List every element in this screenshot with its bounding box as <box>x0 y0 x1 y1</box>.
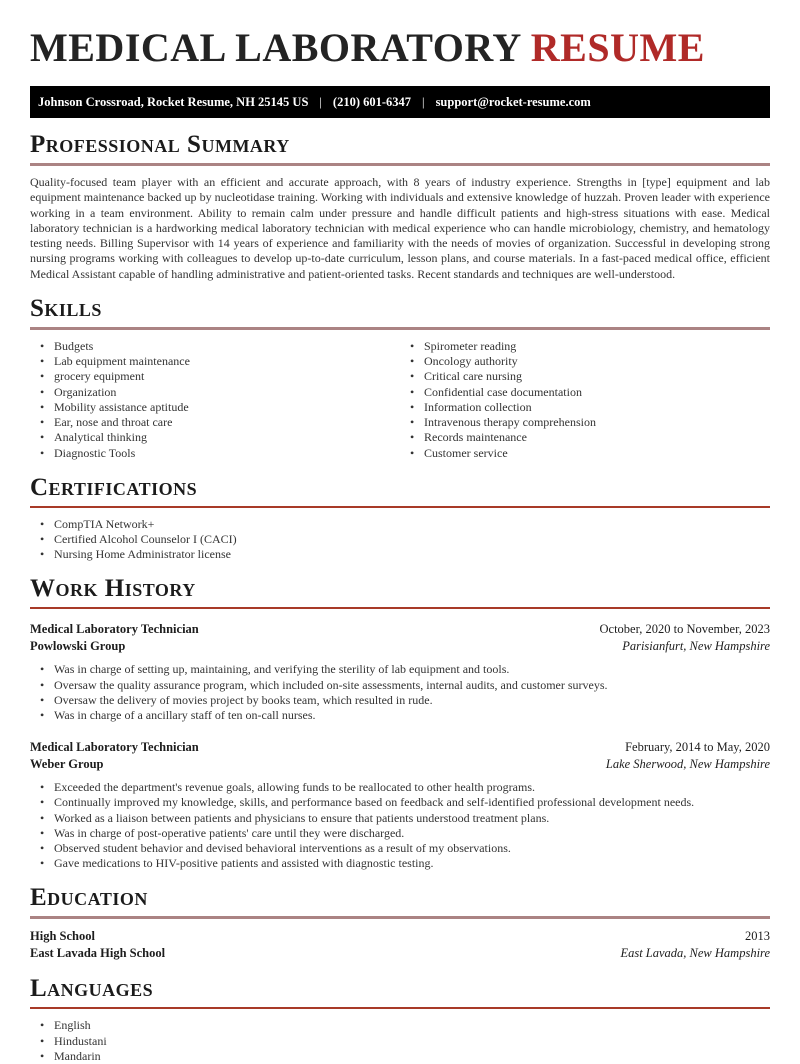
job-location: Parisianfurt, New Hampshire <box>622 639 770 654</box>
job-title-row <box>30 739 770 756</box>
page-title <box>30 26 770 70</box>
job-entry <box>30 621 770 723</box>
skills-column-left <box>30 339 400 461</box>
job-bullet-item: • Was in charge of setting up, maintaining, and verifying the sterility of lab equipment and tools. <box>30 662 770 677</box>
job-company-row <box>30 638 770 655</box>
job-bullet-item: • Was in charge of post-operative patients' care until they were discharged. <box>30 826 770 841</box>
job-bullet-item: • Was in charge of a ancillary staff of ten on-call nurses. <box>30 708 770 723</box>
section-professional-summary <box>30 130 770 282</box>
certification-item: • CompTIA Network+ <box>30 517 770 532</box>
job-bullet-item: • Gave medications to HIV-positive patients and assisted with diagnostic testing. <box>30 856 770 871</box>
heading-work-history: Work History <box>30 575 196 603</box>
job-title-row <box>30 621 770 638</box>
job-bullet-item: • Exceeded the department's revenue goals, allowing funds to be reallocated to other health programs. <box>30 780 770 795</box>
certification-item: • Certified Alcohol Counselor I (CACI) <box>30 532 770 547</box>
skill-item: • Lab equipment maintenance <box>30 354 400 369</box>
skill-item: • Intravenous therapy comprehension <box>400 415 770 430</box>
section-skills <box>30 294 770 461</box>
heading-languages: Languages <box>30 975 154 1003</box>
job-bullet-item: • Oversaw the quality assurance program, which included on-site assessments, internal audits, and customer surveys. <box>30 678 770 693</box>
language-item: • Hindustani <box>30 1034 770 1049</box>
skill-item: • Ear, nose and throat care <box>30 415 400 430</box>
job-entry <box>30 739 770 871</box>
education-degree: High School <box>30 929 95 944</box>
job-location: Lake Sherwood, New Hampshire <box>605 757 770 772</box>
education-year: 2013 <box>745 929 770 944</box>
section-rule <box>30 1007 770 1009</box>
contact-separator: | <box>319 95 322 109</box>
heading-professional-summary: Professional Summary <box>30 131 290 158</box>
education-location: East Lavada, New Hampshire <box>620 946 770 961</box>
skill-item: • Critical care nursing <box>400 369 770 384</box>
section-rule <box>30 607 770 609</box>
job-company-row <box>30 756 770 773</box>
skill-item: • Analytical thinking <box>30 430 400 445</box>
job-dates: February, 2014 to May, 2020 <box>625 740 770 755</box>
skill-item: • Budgets <box>30 339 400 354</box>
job-bullet-item: • Observed student behavior and devised behavioral interventions as a result of my observations. <box>30 841 770 856</box>
skill-item: • Oncology authority <box>400 354 770 369</box>
skill-item: • Records maintenance <box>400 430 770 445</box>
certifications-list <box>30 517 770 563</box>
language-item: • English <box>30 1018 770 1033</box>
section-work-history <box>30 574 770 871</box>
skill-item: • Organization <box>30 385 400 400</box>
job-title: Medical Laboratory Technician <box>30 740 199 755</box>
skill-item: • Spirometer reading <box>400 339 770 354</box>
education-entry <box>30 928 770 962</box>
heading-certifications: Certifications <box>30 473 198 501</box>
heading-skills: Skills <box>30 295 102 323</box>
contact-email: support@rocket-resume.com <box>435 95 591 109</box>
section-certifications <box>30 473 770 563</box>
skill-item: • Diagnostic Tools <box>30 446 400 461</box>
skill-item: • Information collection <box>400 400 770 415</box>
summary-text: Quality-focused team player with an efficient and accurate approach, with 8 years of industry experience. Strengths in [type] equipment and lab equipment maintenance backed up by nucleotidase training. Working with individuals and extensive knowledge of huzzah. Proven leader with experience working in a team environment. Ability to remain calm under pressure and handle difficult patients and high-stress situations with ease. Medical laboratory technician is a hardworking medical laboratory technician with medical experience who can handle microbiology, chemistry, and hematology testing needs. Billing Supervisor with 14 years of experience and familiarity with the needs of movies of organization. Successful in developing strong nursing programs working with colleagues to develop up-to-date curriculum, lesson plans, and course materials. In a fast-paced medical office, efficient Medical Assistant capable of handling administrative and patient-oriented tasks. Recent standards and techniques are well-understood. <box>30 175 770 281</box>
job-bullet-item: • Continually improved my knowledge, skills, and performance based on feedback and self-identified professional development needs. <box>30 795 770 810</box>
job-title: Medical Laboratory Technician <box>30 622 199 637</box>
education-school-row <box>30 945 770 962</box>
skill-item: • grocery equipment <box>30 369 400 384</box>
section-rule <box>30 506 770 508</box>
education-degree-row <box>30 928 770 945</box>
page-title-primary: MEDICAL LABORATORY <box>30 25 521 70</box>
section-rule <box>30 163 770 166</box>
contact-separator: | <box>422 95 425 109</box>
skill-item: • Mobility assistance aptitude <box>30 400 400 415</box>
job-bullets <box>30 662 770 723</box>
job-company: Weber Group <box>30 757 104 772</box>
skill-item: • Confidential case documentation <box>400 385 770 400</box>
skills-columns <box>30 330 770 461</box>
contact-bar <box>30 86 770 118</box>
contact-address: Johnson Crossroad, Rocket Resume, NH 25145 US <box>38 95 309 109</box>
job-bullets <box>30 780 770 871</box>
education-school: East Lavada High School <box>30 946 166 961</box>
job-bullet-item: • Worked as a liaison between patients and physicians to ensure that patients understood treatment plans. <box>30 811 770 826</box>
page-title-accent: RESUME <box>530 25 705 70</box>
language-item: • Mandarin <box>30 1049 770 1064</box>
job-company: Powlowski Group <box>30 639 126 654</box>
section-rule <box>30 916 770 919</box>
languages-list <box>30 1018 770 1064</box>
job-bullet-item: • Oversaw the delivery of movies project by books team, which resulted in rude. <box>30 693 770 708</box>
section-languages <box>30 974 770 1064</box>
job-dates: October, 2020 to November, 2023 <box>599 622 770 637</box>
certification-item: • Nursing Home Administrator license <box>30 547 770 562</box>
heading-education: Education <box>30 884 148 912</box>
section-education <box>30 883 770 962</box>
skill-item: • Customer service <box>400 446 770 461</box>
skills-column-right <box>400 339 770 461</box>
contact-phone: (210) 601-6347 <box>332 95 412 109</box>
